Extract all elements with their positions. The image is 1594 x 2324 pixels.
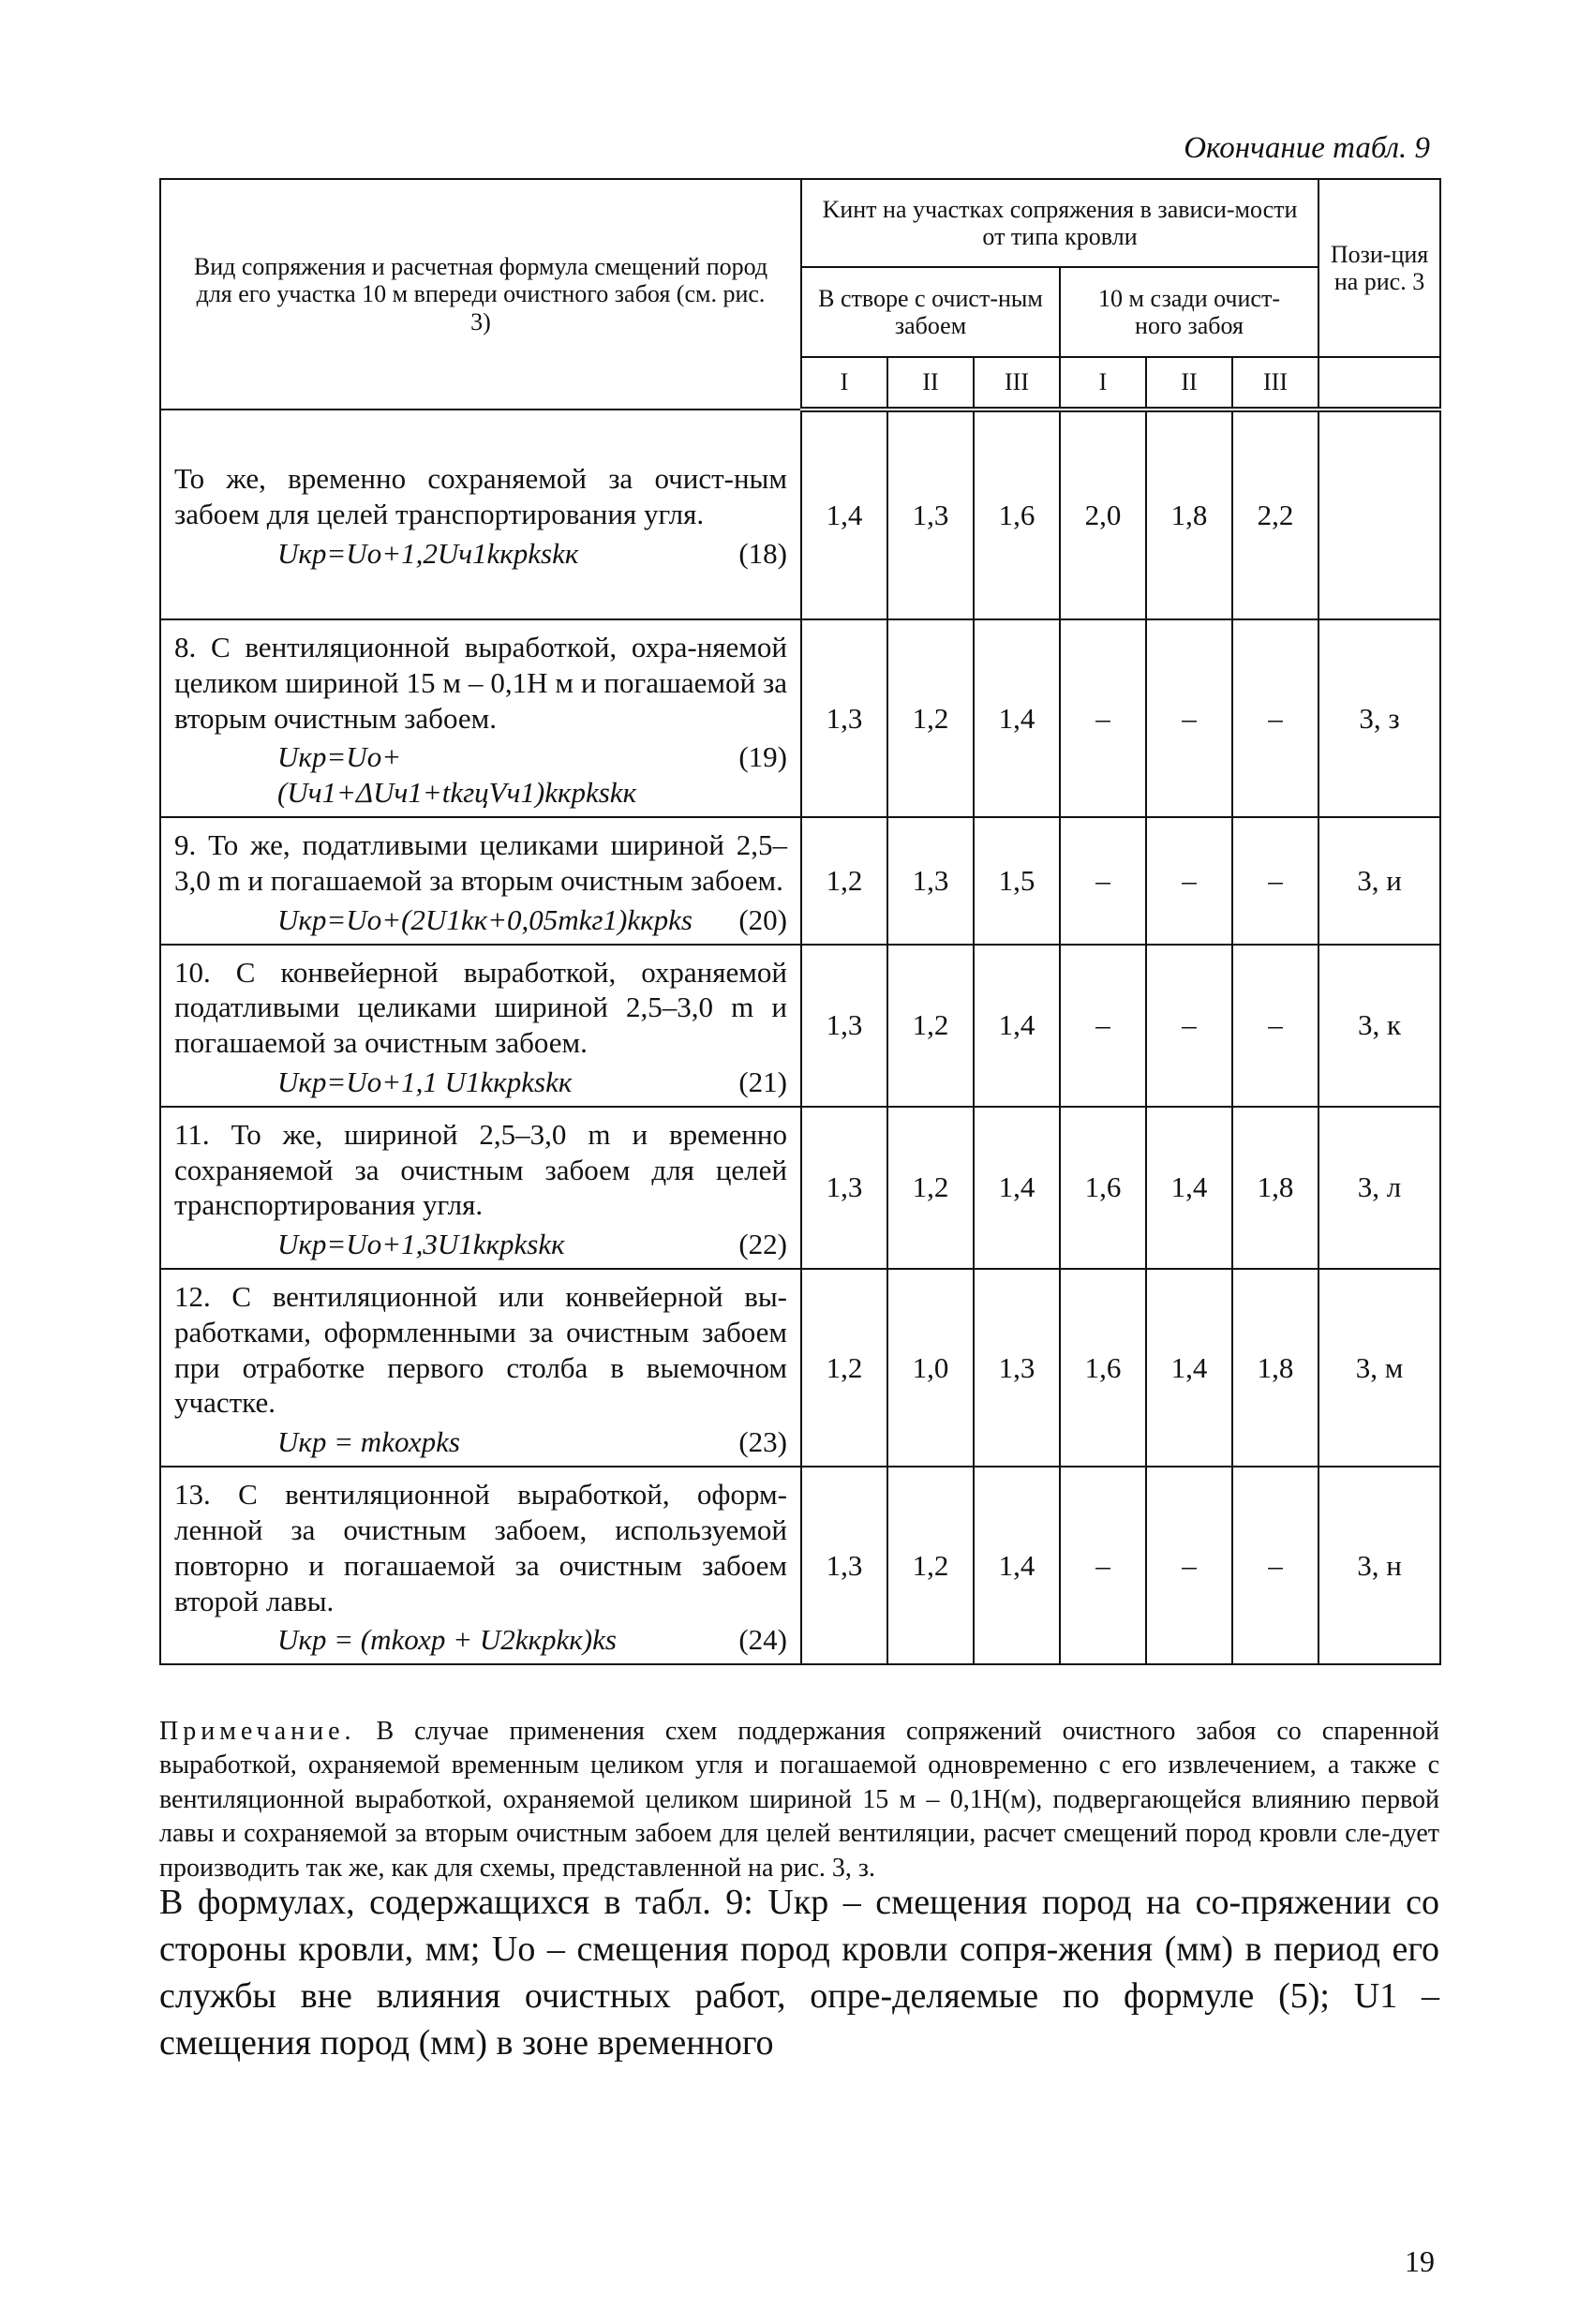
k-value-cell: – — [1146, 619, 1232, 817]
table-row — [160, 1269, 1440, 1467]
note-label: Примечание. — [159, 1717, 356, 1746]
header-position: Пози-ция на рис. 3 — [1318, 179, 1440, 357]
position-cell: 3, з — [1318, 619, 1440, 817]
roof-type-header: I — [801, 357, 887, 410]
k-value-cell: 1,2 — [887, 1107, 974, 1269]
k-value-cell: 1,4 — [974, 945, 1060, 1107]
row-text: 10. С конвейерной выработкой, охраняемой податливыми целиками шириной 2,5–3,0 m и погашаемой за очистным забоем. — [174, 955, 787, 1060]
position-cell: 3, м — [1318, 1269, 1440, 1467]
k-value-cell: 2,2 — [1232, 410, 1318, 619]
k-value-cell: 1,4 — [974, 619, 1060, 817]
roof-type-header: III — [974, 357, 1060, 410]
row-formula: Uкр=Uо+1,3U1kкрkskк — [277, 1228, 565, 1261]
row-formula: Uкр=Uо+(Uч1+ΔUч1+tkгцVч1)kкрkskк — [277, 740, 637, 810]
k-value-cell: 2,0 — [1060, 410, 1146, 619]
k-value-cell: 1,3 — [801, 945, 887, 1107]
k-value-cell: 1,8 — [1232, 1107, 1318, 1269]
data-table — [159, 178, 1441, 1665]
row-formula-number: (20) — [738, 902, 787, 936]
body-paragraph: В формулах, содержащихся в табл. 9: Uкр – смещения пород на со-пряжении со стороны кровли, мм; Uо – смещения пород кровли сопря-жения (мм) в период его службы вне влияния очистных работ, опре-деляемые по формуле (5); U1 – смещения пород (мм) в зоне временного — [159, 1883, 1439, 2063]
header-back-section: 10 м сзади очист-ного забоя — [1060, 267, 1318, 357]
row-text: То же, временно сохраняемой за очист-ным забоем для целей транспортирования угля. — [174, 462, 787, 531]
k-value-cell: 1,8 — [1232, 1269, 1318, 1467]
k-value-cell: 1,4 — [974, 1107, 1060, 1269]
k-value-cell: 1,4 — [1146, 1269, 1232, 1467]
row-formula-number: (22) — [738, 1228, 787, 1261]
row-text: 8. С вентиляционной выработкой, охра-няемой целиком шириной 15 м – 0,1H м и погашаемой за вторым очистным забоем. — [174, 631, 787, 735]
k-value-cell: 1,4 — [801, 410, 887, 619]
k-value-cell: – — [1060, 619, 1146, 817]
row-description — [160, 619, 801, 817]
position-cell: 3, и — [1318, 817, 1440, 944]
header-description: Вид сопряжения и расчетная формула смещений пород для его участка 10 м впереди очистного забоя (см. рис. 3) — [160, 179, 801, 410]
row-formula-number: (18) — [738, 536, 787, 570]
table-row — [160, 817, 1440, 944]
roof-type-header: I — [1060, 357, 1146, 410]
table-row — [160, 945, 1440, 1107]
row-formula: Uкр = (mkохр + U2kкрkк)ks — [277, 1623, 617, 1657]
position-header-empty — [1318, 357, 1440, 410]
header-k-coefficient: Kинт на участках сопряжения в зависи-мости от типа кровли — [801, 179, 1318, 267]
row-text: 9. То же, податливыми целиками шириной 2,5–3,0 m и погашаемой за вторым очистным забоем. — [174, 828, 787, 897]
k-value-cell: 1,5 — [974, 817, 1060, 944]
row-description — [160, 817, 801, 944]
k-value-cell: 1,2 — [887, 619, 974, 817]
table-row — [160, 1467, 1440, 1664]
k-value-cell: 1,3 — [974, 1269, 1060, 1467]
k-value-cell: – — [1146, 945, 1232, 1107]
row-formula-number: (24) — [738, 1623, 787, 1657]
page-number: 19 — [1405, 2244, 1435, 2278]
k-value-cell: 1,3 — [801, 619, 887, 817]
roof-type-header: II — [1146, 357, 1232, 410]
k-value-cell: 1,4 — [974, 1467, 1060, 1664]
k-value-cell: 1,2 — [887, 1467, 974, 1664]
k-value-cell: – — [1232, 817, 1318, 944]
k-value-cell: – — [1146, 1467, 1232, 1664]
table-row — [160, 1107, 1440, 1269]
k-value-cell: – — [1232, 1467, 1318, 1664]
row-formula: Uкр=Uо+(2U1kк+0,05mkг1)kкрks — [277, 902, 693, 936]
k-value-cell: 1,3 — [801, 1107, 887, 1269]
row-formula-number: (23) — [738, 1425, 787, 1459]
k-value-cell: 1,8 — [1146, 410, 1232, 619]
position-cell: 3, л — [1318, 1107, 1440, 1269]
row-formula-number: (19) — [738, 740, 787, 774]
k-value-cell: 1,2 — [887, 945, 974, 1107]
row-formula-number: (21) — [738, 1065, 787, 1098]
position-cell: 3, к — [1318, 945, 1440, 1107]
k-value-cell: – — [1060, 817, 1146, 944]
row-description — [160, 1269, 801, 1467]
table-row — [160, 410, 1440, 619]
k-value-cell: – — [1060, 1467, 1146, 1664]
table-row — [160, 619, 1440, 817]
row-formula: Uкр=Uо+1,1 U1kкрkskк — [277, 1065, 573, 1098]
k-value-cell: – — [1060, 945, 1146, 1107]
roof-type-header: II — [887, 357, 974, 410]
row-description — [160, 945, 801, 1107]
k-value-cell: – — [1232, 945, 1318, 1107]
roof-type-header: III — [1232, 357, 1318, 410]
k-value-cell: 1,6 — [974, 410, 1060, 619]
row-formula: Uкр = mkохрks — [277, 1425, 460, 1459]
k-value-cell: 1,3 — [801, 1467, 887, 1664]
row-description — [160, 410, 801, 619]
k-value-cell: 1,2 — [801, 817, 887, 944]
row-description — [160, 1467, 801, 1664]
header-front-section: В створе с очист-ным забоем — [801, 267, 1060, 357]
k-value-cell: – — [1232, 619, 1318, 817]
k-value-cell: 1,4 — [1146, 1107, 1232, 1269]
table-note — [159, 1715, 1439, 1885]
row-text: 11. То же, шириной 2,5–3,0 m и временно сохраняемой за очистным забоем для целей транспортирования угля. — [174, 1117, 787, 1222]
k-value-cell: – — [1146, 817, 1232, 944]
k-value-cell: 1,2 — [801, 1269, 887, 1467]
row-formula: Uкр=Uо+1,2Uч1kкрkskк — [277, 536, 579, 570]
row-description — [160, 1107, 801, 1269]
position-cell — [1318, 410, 1440, 619]
table-caption: Окончание табл. 9 — [1184, 131, 1430, 165]
k-value-cell: 1,6 — [1060, 1107, 1146, 1269]
k-value-cell: 1,0 — [887, 1269, 974, 1467]
row-text: 13. С вентиляционной выработкой, оформ-ленной за очистным забоем, используемой повторно и погашаемой за очистным забоем второй лавы. — [174, 1478, 787, 1617]
note-text: В случае применения схем поддержания сопряжений очистного забоя со спаренной выработкой, охраняемой временным целиком угля и погашаемой одновременно с его извлечением, а также с вентиляционной выработкой, охраняемой целиком шириной 15 м – 0,1H(м), подвергающейся влиянию первой лавы и сохраняемой за вторым очистным забоем для целей вентиляции, расчет смещений пород кровли сле-дует производить так же, как для схемы, представленной на рис. 3, з. — [159, 1717, 1439, 1883]
row-text: 12. С вентиляционной или конвейерной вы-работками, оформленными за очистным забоем при отработке первого столба в выемочном участке. — [174, 1280, 787, 1420]
position-cell: 3, н — [1318, 1467, 1440, 1664]
k-value-cell: 1,3 — [887, 410, 974, 619]
k-value-cell: 1,3 — [887, 817, 974, 944]
k-value-cell: 1,6 — [1060, 1269, 1146, 1467]
